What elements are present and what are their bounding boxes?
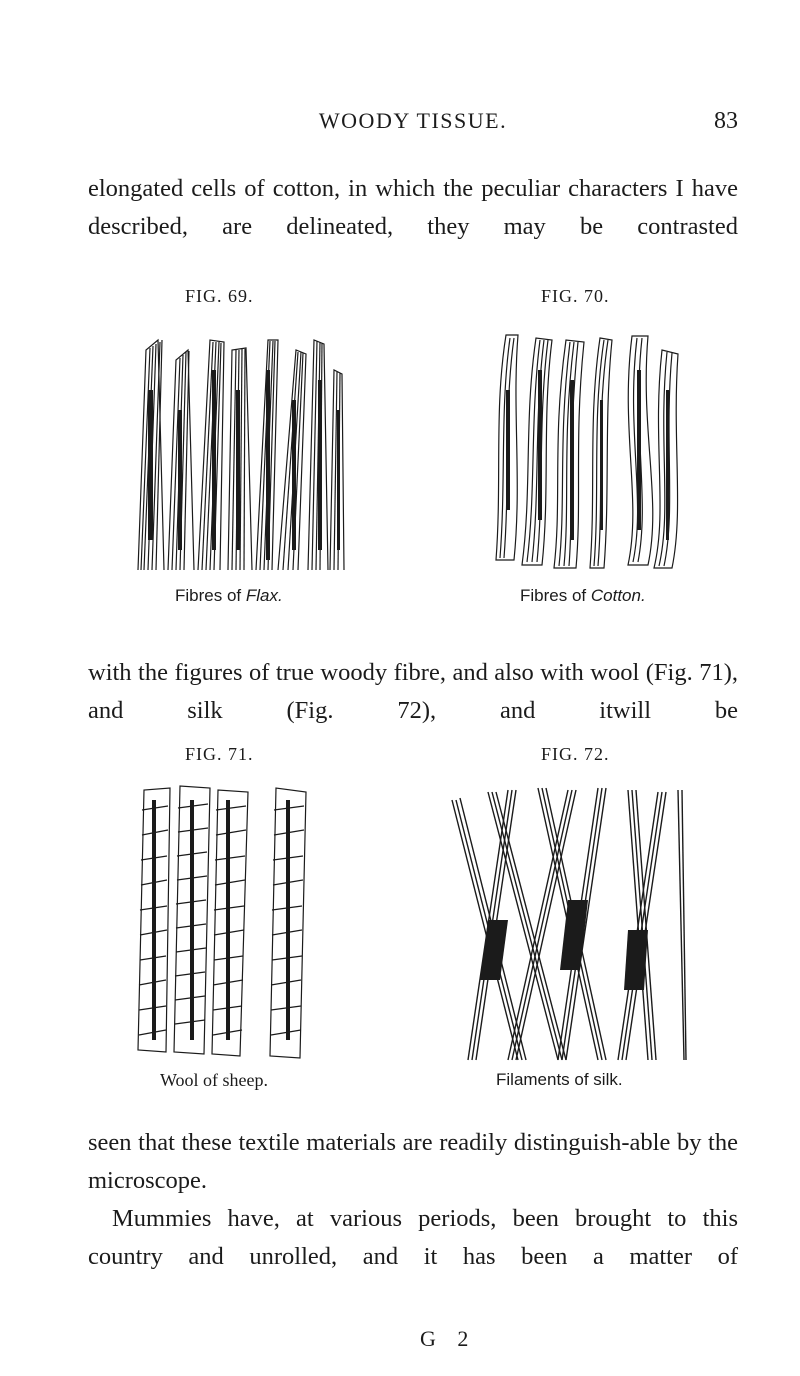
silk-filaments-drawing — [448, 780, 688, 1062]
paragraph-2: with the figures of true woody fibre, and also with wool (Fig. 71), and silk (Fig. 72), and itwill be — [88, 659, 738, 724]
fig-69-label: FIG. 69. — [185, 286, 254, 306]
fig-70-caption-italic: Cotton. — [590, 586, 646, 605]
paragraph-1: elongated cells of cotton, in which the peculiar characters I have described, are delineated, they may be contrasted — [88, 175, 738, 240]
fig-70-caption — [520, 586, 646, 606]
cotton-fibres-drawing — [492, 330, 684, 570]
fig-71-label: FIG. 71. — [185, 744, 254, 764]
signature-mark: G 2 — [420, 1326, 477, 1351]
fig-69-caption-text: Fibres of — [175, 586, 246, 605]
page-number: 83 — [714, 108, 738, 134]
flax-fibres-illustration — [128, 330, 346, 570]
wool-fibres-drawing — [130, 780, 314, 1062]
flax-fibres-drawing — [128, 330, 346, 570]
fig-70-caption-text: Fibres of — [520, 586, 591, 605]
fig-72-caption: Filaments of silk. — [496, 1070, 623, 1089]
paragraph-4: Mummies have, at various periods, been brought to this country and unrolled, and it has been a matter of — [88, 1205, 738, 1270]
running-title: WOODY TISSUE. — [318, 108, 508, 133]
fig-70-label: FIG. 70. — [541, 286, 610, 306]
silk-filaments-illustration — [448, 780, 688, 1062]
fig-69-caption — [175, 586, 283, 606]
wool-fibres-illustration — [130, 780, 314, 1062]
fig-72-label: FIG. 72. — [541, 744, 610, 764]
cotton-fibres-illustration — [492, 330, 684, 570]
paragraph-3: seen that these textile materials are readily distinguish-able by the microscope. — [88, 1129, 738, 1194]
running-head — [88, 108, 738, 148]
fig-69-caption-italic: Flax. — [245, 586, 283, 605]
fig-71-caption: Wool of sheep. — [160, 1070, 269, 1090]
